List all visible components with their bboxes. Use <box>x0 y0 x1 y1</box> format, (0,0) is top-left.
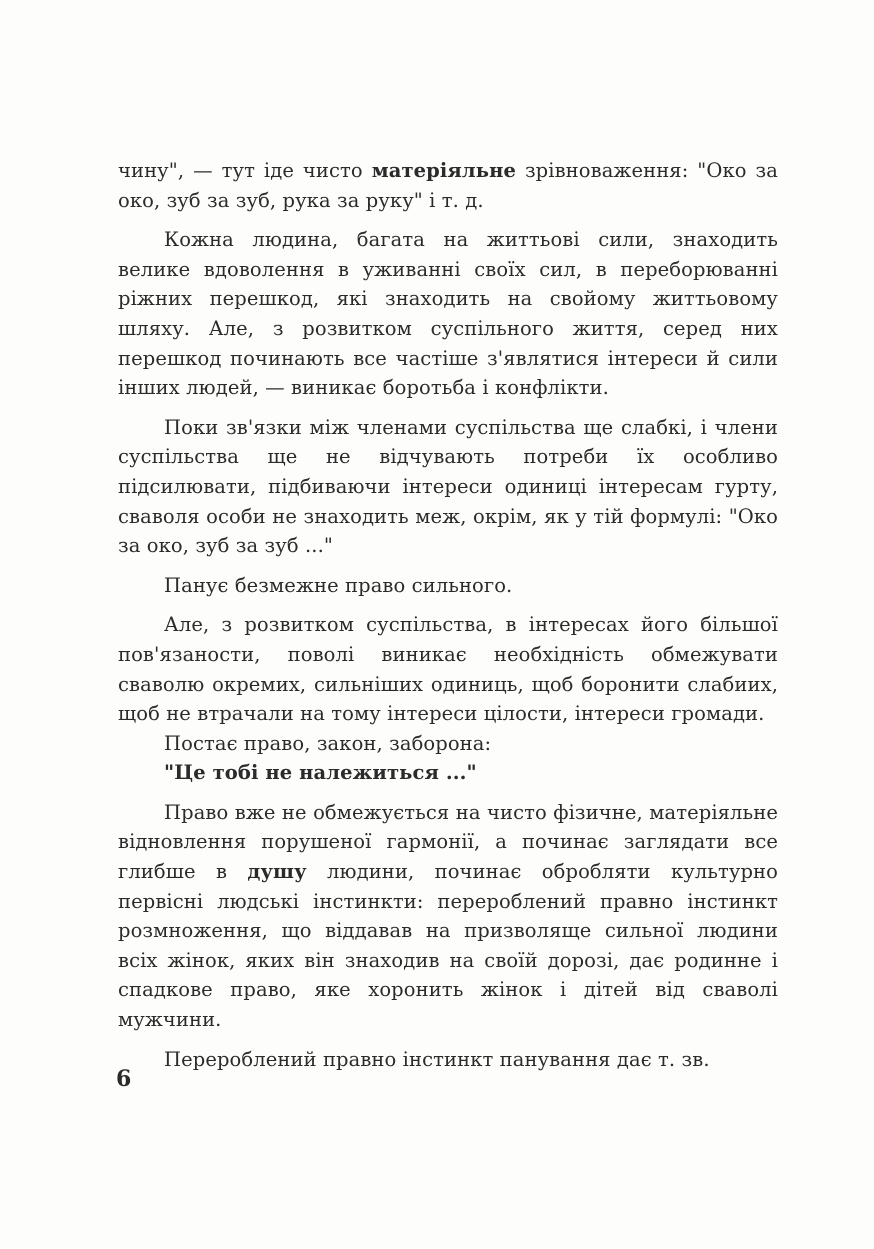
page-number: 6 <box>116 1066 132 1092</box>
paragraph-8-part-1: Право вже не обмежується на чисто фізичне, матеріяльне відновлення порушеної гармонії, а починає заглядати все глибше в <box>118 800 778 884</box>
paragraph-7-quote: "Це тобі не належиться ..." <box>164 761 477 785</box>
paragraph-8-part-3: людини, починає обробляти культурно первісні людські інстинкти: перероблений правно інстинкт розмноження, що віддавав на призволяще сильної людини всіх жінок, яких він знаходив на своїй дорозі, дає родинне і спадкове право, яке хоронить жінок і дітей від сваволі мужчини. <box>118 860 778 1032</box>
paragraph-8-emphasis: душу <box>247 860 307 884</box>
paragraph-1-emphasis: матеріяльне <box>371 159 516 182</box>
body-text <box>118 156 778 1074</box>
paragraph-1 <box>118 156 778 215</box>
paragraph-4: Панує безмежне право сильного. <box>164 573 513 597</box>
paragraph-3: Поки зв'язки між членами суспільства ще слабкі, і члени суспільства ще не відчувають потреби їх особливо підсилювати, підбиваючи інтереси одиниці інтересам гурту, сваволя особи не знаходить меж, окрім, як у тій формулі: "Око за око, зуб за зуб ..." <box>118 415 778 558</box>
paragraph-2: Кожна людина, багата на життьові сили, знаходить велике вдоволення в уживанні своїх сил, в переборюванні ріжних перешкод, які знаходить на свойому життьовому шляху. Але, з розвитком суспільного життя, серед них перешкод починають все частіше з'являтися інтереси й сили інших людей, — виникає боротьба і конфлікти. <box>118 228 778 400</box>
paragraph-1-part-1: чину", — тут іде чисто <box>118 159 372 182</box>
paragraph-5: Але, з розвитком суспільства, в інтересах його більшої пов'язаности, поволі виникає необхідність обмежувати сваволю окремих, сильніших одиниць, щоб боронити слабиих, щоб не втрачали на тому інтереси цілости, інтереси громади. <box>118 613 778 726</box>
paragraph-6: Постає право, закон, заборона: <box>164 731 492 755</box>
paragraph-1-part-3: зрівноваження: "Око за око, зуб за зуб, рука за руку" і т. д. <box>118 159 778 212</box>
paragraph-9: Перероблений правно інстинкт панування дає т. зв. <box>164 1047 710 1071</box>
paragraph-8 <box>118 798 778 1035</box>
